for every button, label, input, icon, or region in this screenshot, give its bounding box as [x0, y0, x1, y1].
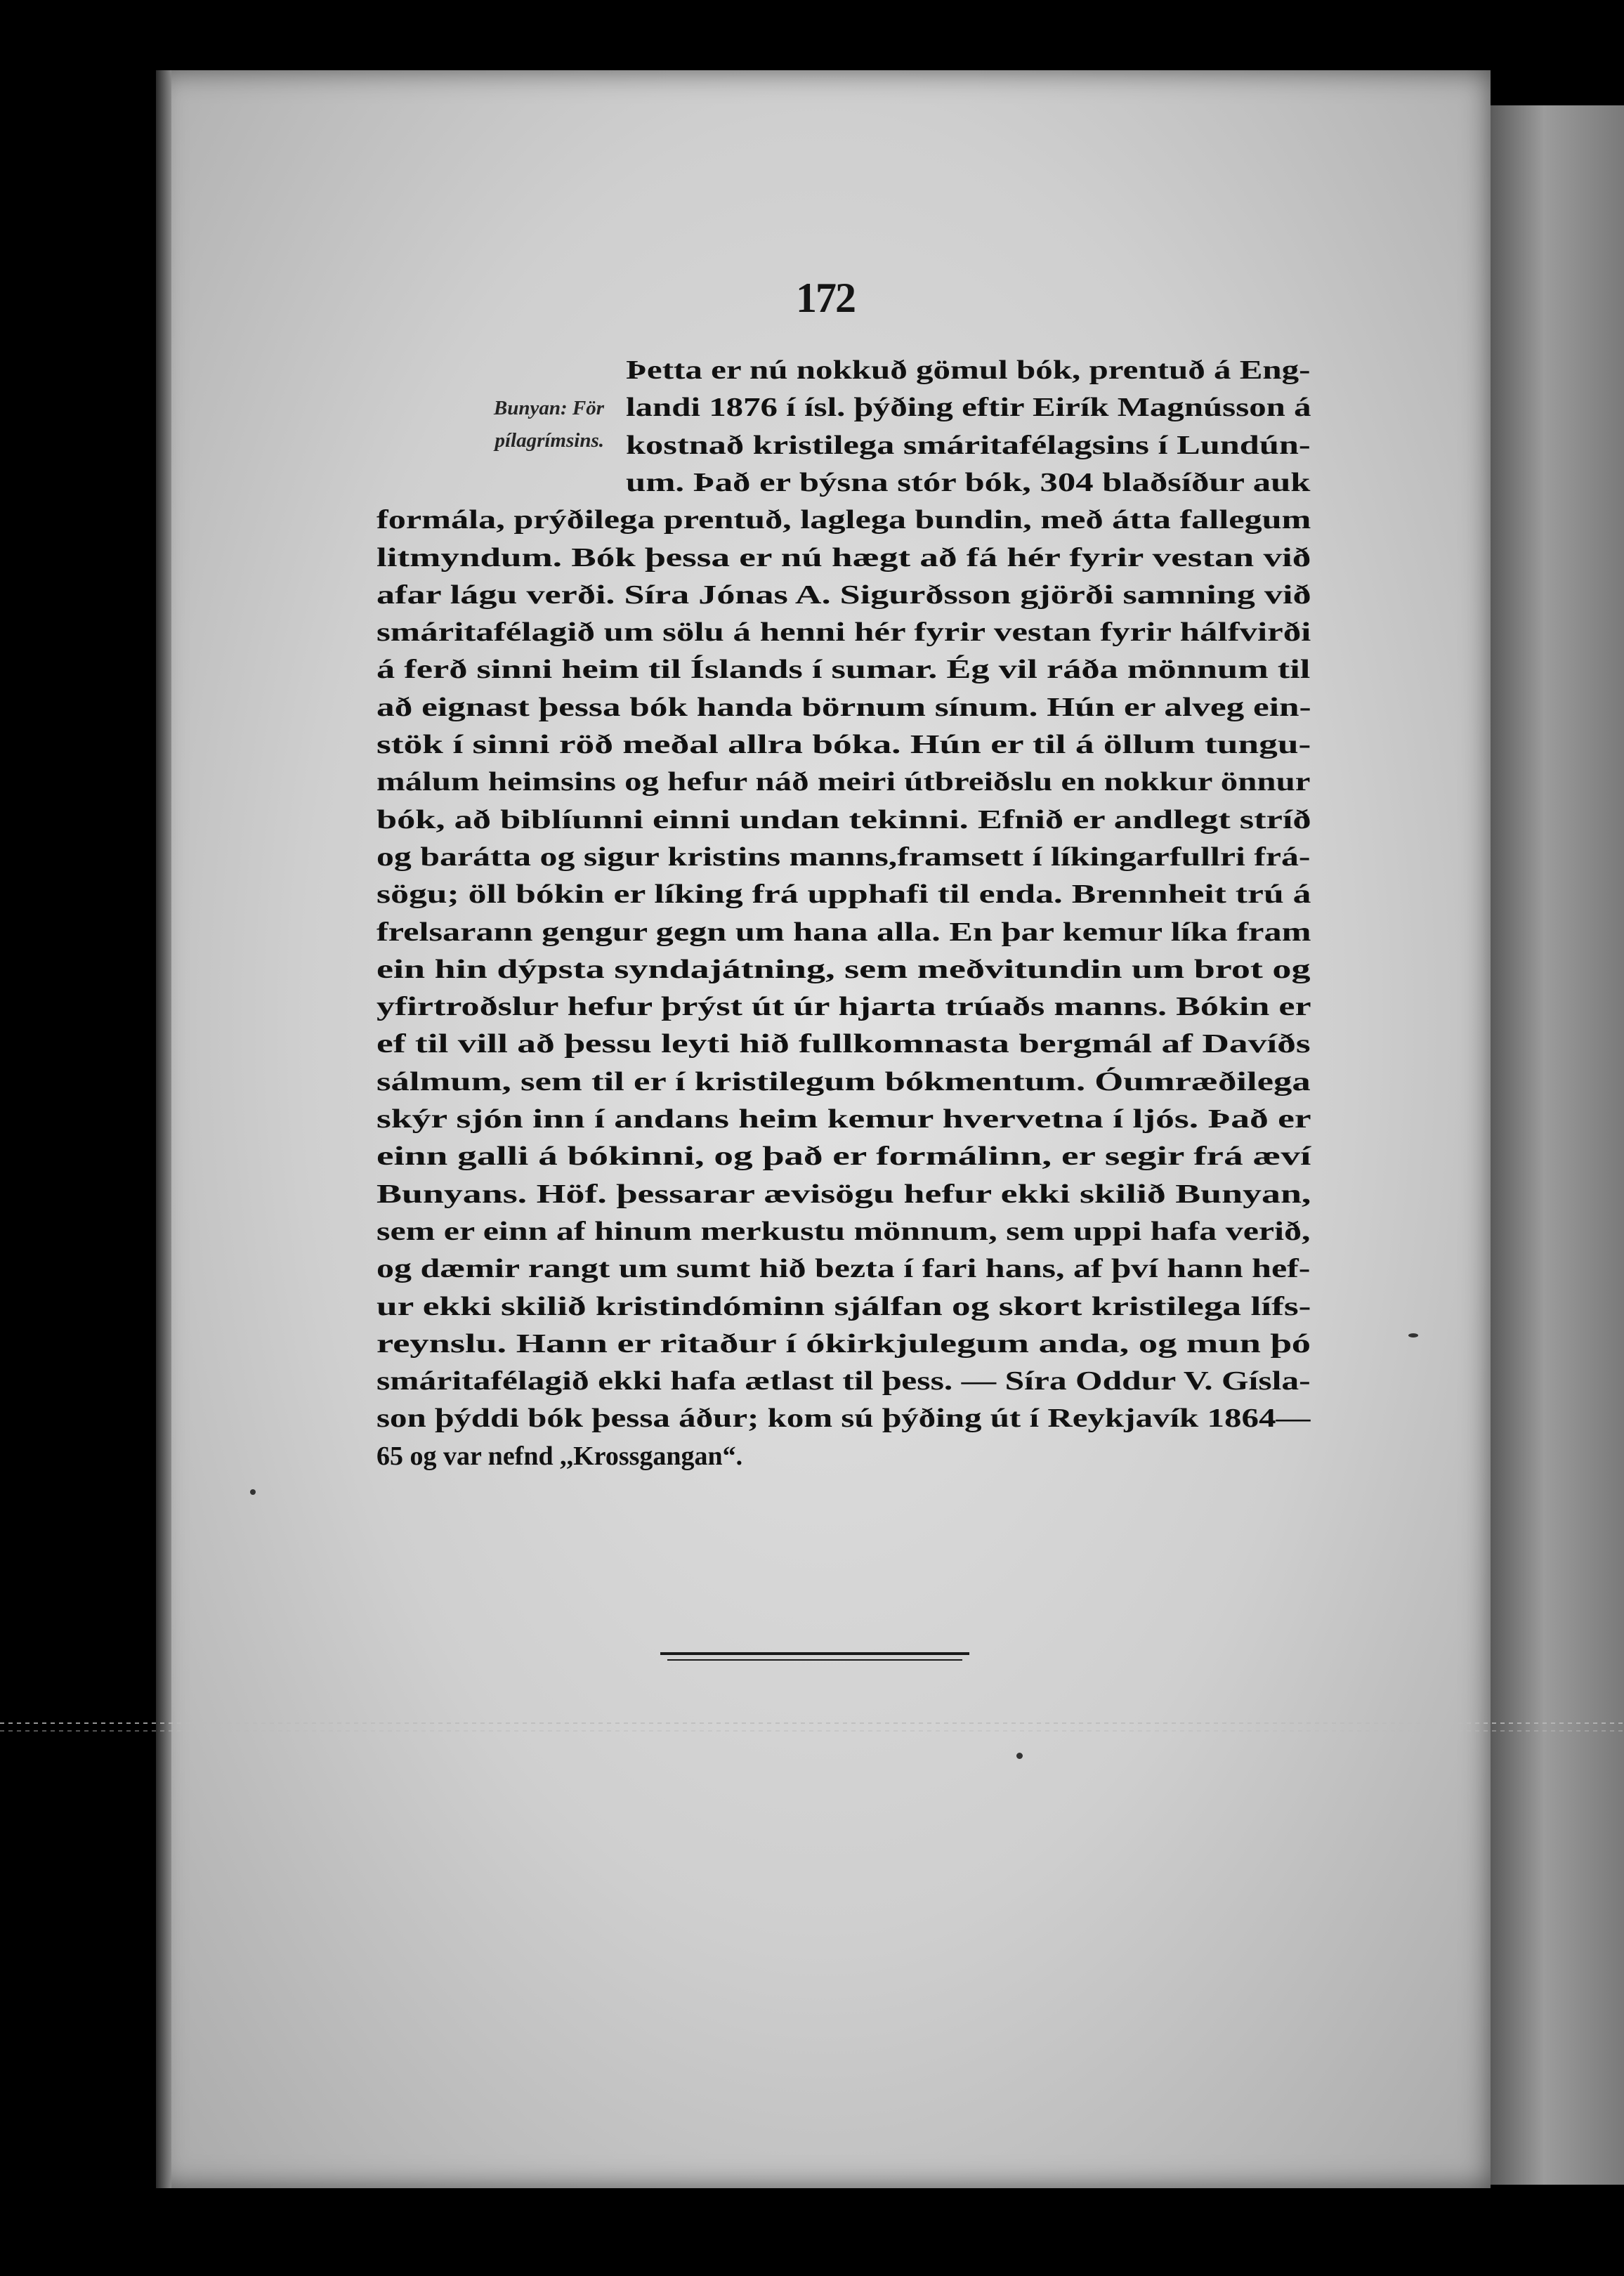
text-line: á ferð sinni heim til Íslands í sumar. Ég vil ráða mönnum til — [376, 655, 1311, 685]
ink-speck — [1408, 1333, 1418, 1338]
text-line: og dæmir rangt um sumt hið bezta í fari hans, af því hann hef- — [376, 1254, 1311, 1284]
page-number: 172 — [796, 275, 855, 321]
text-line: yfirtroðslur hefur þrýst út úr hjarta trúaðs manns. Bókin er — [376, 992, 1311, 1022]
text-line: smáritafélagið ekki hafa ætlast til þess. — Síra Oddur V. Gísla- — [376, 1366, 1311, 1397]
text-line: landi 1876 í ísl. þýðing eftir Eirík Magnússon á — [626, 393, 1311, 423]
margin-note-line: Bunyan: För — [493, 397, 604, 419]
ink-speck — [1016, 1753, 1023, 1759]
margin-note — [393, 392, 604, 457]
section-rule — [660, 1652, 969, 1655]
text-line: ef til vill að þessu leyti hið fullkomnasta bergmál af Davíðs — [376, 1029, 1311, 1059]
text-line: kostnað kristilega smáritafélagsins í Lundún- — [626, 430, 1311, 460]
text-line: að eignast þessa bók handa börnum sínum. Hún er alveg ein- — [376, 692, 1311, 722]
page-binding-edge — [156, 70, 171, 2188]
text-line: ur ekki skilið kristindóminn sjálfan og skort kristilega lífs- — [376, 1291, 1311, 1321]
text-line: 65 og var nefnd ,,Krossgangan“. — [376, 1441, 743, 1471]
margin-note-line: pílagrímsins. — [495, 429, 604, 452]
text-line: stök í sinni röð meðal allra bóka. Hún er til á öllum tungu- — [376, 730, 1311, 759]
text-line: Þetta er nú nokkuð gömul bók, prentuð á Eng- — [626, 355, 1311, 385]
text-line: bók, að biblíunni einni undan tekinni. Efnið er andlegt stríð — [376, 804, 1311, 835]
text-line: sögu; öll bókin er líking frá upphafi til enda. Brennheit trú á — [376, 879, 1311, 910]
text-line: smáritafélagið um sölu á henni hér fyrir vestan fyrir hálfvirði — [376, 617, 1311, 648]
text-line: reynslu. Hann er ritaður í ókirkjulegum anda, og mun þó — [376, 1328, 1311, 1359]
text-line: og barátta og sigur kristins manns,framsett í líkingarfullri frá- — [376, 842, 1311, 872]
text-line: málum heimsins og hefur náð meiri útbreiðslu en nokkur önnur — [376, 767, 1311, 797]
scan-artifact-line — [0, 1730, 1624, 1732]
text-line: einn galli á bókinni, og það er formálinn, er segir frá æví — [376, 1142, 1311, 1172]
ink-speck — [250, 1489, 256, 1495]
text-line: afar lágu verði. Síra Jónas A. Sigurðsson gjörði samning við — [376, 580, 1311, 610]
facing-page-edge — [1491, 105, 1624, 2185]
text-line: litmyndum. Bók þessa er nú hægt að fá hér fyrir vestan við — [376, 542, 1311, 573]
text-line: formála, prýðilega prentuð, laglega bundin, með átta fallegum — [376, 505, 1311, 535]
text-line: son þýddi bók þessa áður; kom sú þýðing út í Reykjavík 1864— — [376, 1404, 1311, 1434]
text-line: sem er einn af hinum merkustu mönnum, sem uppi hafa verið, — [376, 1216, 1311, 1246]
text-line: skýr sjón inn í andans heim kemur hvervetna í ljós. Það er — [376, 1104, 1311, 1134]
text-line: um. Það er býsna stór bók, 304 blaðsíður auk — [626, 467, 1311, 497]
section-rule — [667, 1659, 962, 1661]
text-line: frelsarann gengur gegn um hana alla. En þar kemur líka fram — [376, 917, 1311, 947]
scan-artifact-line — [0, 1722, 1624, 1724]
text-line: Bunyans. Höf. þessarar ævisögu hefur ekki skilið Bunyan, — [376, 1179, 1311, 1209]
text-line: ein hin dýpsta syndajátning, sem meðvitundin um brot og — [376, 954, 1311, 984]
text-line: sálmum, sem til er í kristilegum bókmentum. Óumræðilega — [376, 1066, 1311, 1097]
